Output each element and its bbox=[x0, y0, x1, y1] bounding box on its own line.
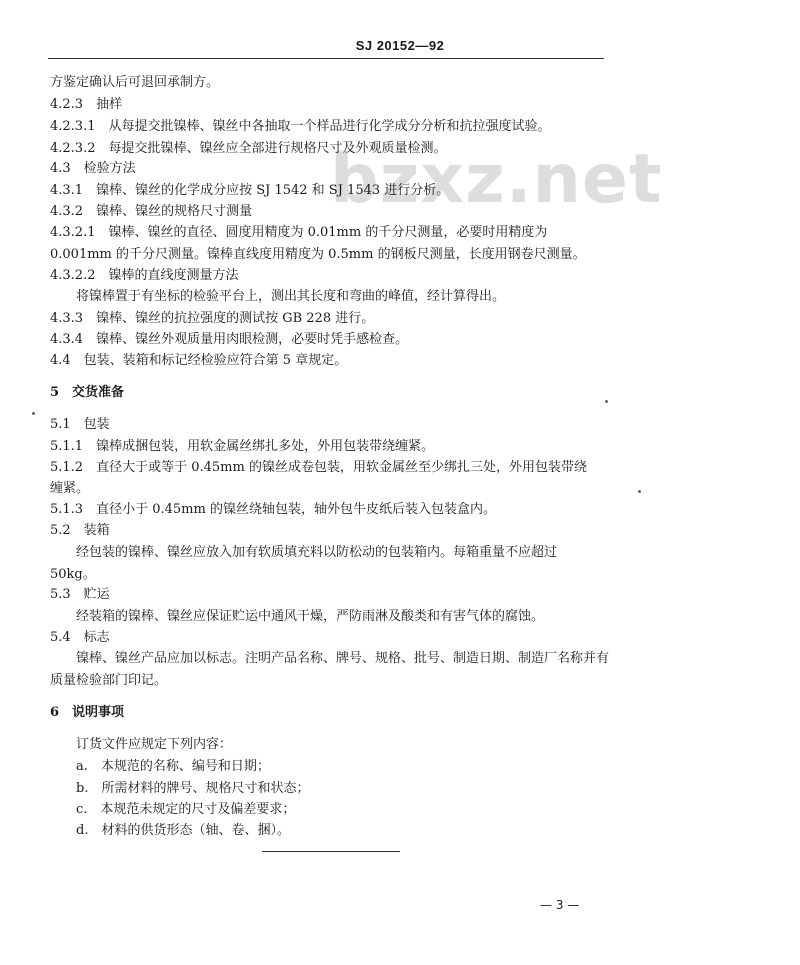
text-line: 镍棒、镍丝产品应加以标志。注明产品名称、牌号、规格、批号、制造日期、制造厂名称并有 bbox=[76, 651, 610, 666]
section-heading: 5.1 包装 bbox=[50, 417, 110, 432]
text-line: 4.2.3.1 从每提交批镍棒、镍丝中各抽取一个样品进行化学成分分析和抗拉强度试验。 bbox=[50, 119, 551, 134]
text-line: 经装箱的镍棒、镍丝应保证贮运中通风干燥，严防雨淋及酸类和有害气体的腐蚀。 bbox=[76, 609, 545, 624]
section-heading: 4.3 检验方法 bbox=[50, 161, 136, 176]
text-line: 4.3.3 镍棒、镍丝的抗拉强度的测试按 GB 228 进行。 bbox=[50, 311, 375, 326]
text-line: 订货文件应规定下列内容： bbox=[76, 737, 233, 752]
list-item: b. 所需材料的牌号、规格尺寸和状态； bbox=[76, 781, 310, 796]
text-line: 4.3.2.1 镍棒、镍丝的直径、圆度用精度为 0.01mm 的千分尺测量，必要时用精度为 bbox=[50, 225, 548, 240]
chapter-heading: 6 说明事项 bbox=[50, 705, 125, 720]
scan-speck bbox=[638, 490, 641, 493]
scan-speck bbox=[32, 412, 35, 415]
header-rule bbox=[48, 58, 604, 59]
section-heading: 5.2 装箱 bbox=[50, 523, 110, 538]
text-line: 4.2.3.2 每提交批镍棒、镍丝应全部进行规格尺寸及外观质量检测。 bbox=[50, 141, 447, 156]
list-item: c. 本规范未规定的尺寸及偏差要求； bbox=[76, 802, 296, 817]
text-line: 缠紧。 bbox=[50, 481, 90, 496]
standard-code-header: SJ 20152—92 bbox=[355, 38, 445, 53]
section-heading: 4.2.3 抽样 bbox=[50, 97, 123, 112]
text-line: 4.3.4 镍棒、镍丝外观质量用肉眼检测，必要时凭手感检查。 bbox=[50, 332, 409, 347]
text-line: 方鉴定确认后可退回承制方。 bbox=[50, 75, 220, 90]
text-line: 质量检验部门印记。 bbox=[50, 673, 168, 688]
section-heading: 4.3.2 镍棒、镍丝的规格尺寸测量 bbox=[50, 204, 253, 219]
text-line: 经包装的镍棒、镍丝应放入加有软质填充料以防松动的包装箱内。每箱重量不应超过 bbox=[76, 545, 558, 560]
page-number: — 3 — bbox=[540, 898, 580, 912]
end-rule bbox=[262, 851, 400, 852]
section-heading: 5.4 标志 bbox=[50, 630, 110, 645]
watermark: bzxz.net bbox=[330, 140, 663, 219]
text-line: 4.3.1 镍棒、镍丝的化学成分应按 SJ 1542 和 SJ 1543 进行分析。 bbox=[50, 183, 450, 198]
text-line: 5.1.3 直径小于 0.45mm 的镍丝绕轴包装，轴外包牛皮纸后装入包装盒内。 bbox=[50, 502, 496, 517]
chapter-heading: 5 交货准备 bbox=[50, 385, 125, 400]
list-item: d. 材料的供货形态（轴、卷、捆）。 bbox=[76, 823, 290, 838]
text-line: 将镍棒置于有坐标的检验平台上，测出其长度和弯曲的峰值，经计算得出。 bbox=[76, 289, 506, 304]
text-line: 0.001mm 的千分尺测量。镍棒直线度用精度为 0.5mm 的钢板尺测量，长度用钢卷尺测量。 bbox=[50, 247, 586, 262]
text-line: 50kg。 bbox=[50, 567, 96, 582]
scan-speck bbox=[605, 400, 608, 403]
text-line: 4.4 包装、装箱和标记经检验应符合第 5 章规定。 bbox=[50, 353, 348, 368]
section-heading: 4.3.2.2 镍棒的直线度测量方法 bbox=[50, 268, 239, 283]
text-line: 5.1.2 直径大于或等于 0.45mm 的镍丝成卷包装，用软金属丝至少绑扎三处，外用包装带绕 bbox=[50, 460, 587, 475]
section-heading: 5.3 贮运 bbox=[50, 587, 110, 602]
list-item: a. 本规范的名称、编号和日期； bbox=[76, 759, 270, 774]
text-line: 5.1.1 镍棒成捆包装，用软金属丝绑扎多处，外用包装带绕缠紧。 bbox=[50, 439, 435, 454]
